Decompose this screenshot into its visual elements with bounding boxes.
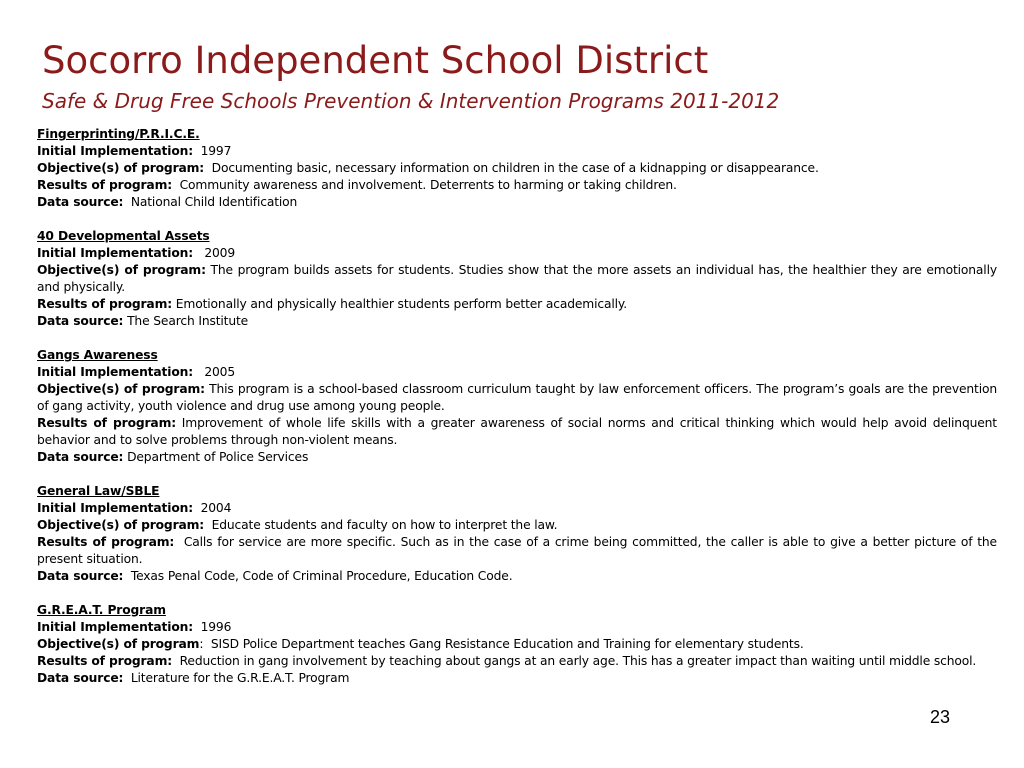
results-label: Results of program: bbox=[37, 297, 173, 311]
initial-implementation-value: 1996 bbox=[200, 620, 232, 634]
objective-value: Documenting basic, necessary information on children in the case of a kidnapping or disappearance. bbox=[211, 161, 819, 175]
program-results bbox=[37, 296, 997, 313]
program-name: G.R.E.A.T. Program bbox=[37, 603, 166, 617]
program-data-source bbox=[37, 313, 997, 330]
objective-label: Objective(s) of program: bbox=[37, 518, 205, 532]
initial-implementation-value: 1997 bbox=[200, 144, 232, 158]
objective-separator: : bbox=[199, 637, 204, 651]
initial-implementation bbox=[37, 500, 997, 517]
data-source-value: Texas Penal Code, Code of Criminal Procedure, Education Code. bbox=[130, 569, 513, 583]
results-label: Results of program: bbox=[37, 654, 173, 668]
data-source-label: Data source: bbox=[37, 314, 124, 328]
initial-implementation bbox=[37, 364, 997, 381]
program-data-source bbox=[37, 568, 997, 585]
program-objective bbox=[37, 517, 997, 534]
data-source-label: Data source: bbox=[37, 450, 124, 464]
initial-implementation-label: Initial Implementation: bbox=[37, 144, 194, 158]
program-objective bbox=[37, 160, 997, 177]
program-results bbox=[37, 534, 997, 568]
objective-value: The program builds assets for students. Studies show that the more assets an individual has, the healthier they are emotionally and physically. bbox=[37, 263, 997, 294]
data-source-value: National Child Identification bbox=[130, 195, 298, 209]
program-name: Fingerprinting/P.R.I.C.E. bbox=[37, 127, 200, 141]
program-objective bbox=[37, 262, 997, 296]
slide-subtitle-text: Safe & Drug Free Schools Prevention & Intervention Programs 2011-2012 bbox=[42, 89, 780, 113]
initial-implementation bbox=[37, 143, 997, 160]
program-name: Gangs Awareness bbox=[37, 348, 158, 362]
initial-implementation bbox=[37, 619, 997, 636]
results-label: Results of program: bbox=[37, 535, 175, 549]
initial-implementation-value: 2004 bbox=[200, 501, 232, 515]
initial-implementation-label: Initial Implementation: bbox=[37, 246, 194, 260]
objective-label: Objective(s) of program bbox=[37, 637, 200, 651]
program-fingerprinting bbox=[37, 126, 997, 211]
page-number: 23 bbox=[930, 707, 951, 727]
results-value: Improvement of whole life skills with a greater awareness of social norms and critical thinking which would help avoid delinquent behavior and to solve problems through non-violent means. bbox=[37, 416, 997, 447]
program-name: 40 Developmental Assets bbox=[37, 229, 210, 243]
objective-label: Objective(s) of program: bbox=[37, 382, 205, 396]
program-data-source bbox=[37, 194, 997, 211]
objective-value: Educate students and faculty on how to interpret the law. bbox=[211, 518, 558, 532]
data-source-label: Data source: bbox=[37, 671, 124, 685]
program-data-source bbox=[37, 670, 997, 687]
program-data-source bbox=[37, 449, 997, 466]
results-value: Reduction in gang involvement by teaching about gangs at an early age. This has a greater impact than waiting until middle school. bbox=[179, 654, 977, 668]
results-value: Emotionally and physically healthier students perform better academically. bbox=[175, 297, 628, 311]
data-source-value: Department of Police Services bbox=[127, 450, 309, 464]
program-objective bbox=[37, 636, 997, 653]
program-objective bbox=[37, 381, 997, 415]
program-great bbox=[37, 602, 997, 687]
initial-implementation-value: 2005 bbox=[204, 365, 236, 379]
results-value: Calls for service are more specific. Such as in the case of a crime being committed, the caller is able to give a better picture of the present situation. bbox=[37, 535, 997, 566]
program-list bbox=[37, 126, 997, 704]
data-source-label: Data source: bbox=[37, 195, 124, 209]
program-developmental-assets bbox=[37, 228, 997, 330]
initial-implementation-label: Initial Implementation: bbox=[37, 365, 194, 379]
data-source-label: Data source: bbox=[37, 569, 124, 583]
initial-implementation bbox=[37, 245, 997, 262]
slide-subtitle bbox=[42, 87, 779, 115]
program-results bbox=[37, 177, 997, 194]
program-general-law bbox=[37, 483, 997, 585]
program-results bbox=[37, 653, 997, 670]
objective-label: Objective(s) of program: bbox=[37, 161, 205, 175]
slide-title: Socorro Independent School District bbox=[42, 39, 709, 82]
objective-label: Objective(s) of program: bbox=[37, 263, 206, 277]
results-value: Community awareness and involvement. Deterrents to harming or taking children. bbox=[179, 178, 677, 192]
program-gangs-awareness bbox=[37, 347, 997, 466]
initial-implementation-label: Initial Implementation: bbox=[37, 501, 194, 515]
initial-implementation-value: 2009 bbox=[204, 246, 236, 260]
objective-value: This program is a school-based classroom curriculum taught by law enforcement officers. The program’s goals are the prevention of gang activity, youth violence and drug use among young people. bbox=[37, 382, 997, 413]
data-source-value: Literature for the G.R.E.A.T. Program bbox=[130, 671, 350, 685]
initial-implementation-label: Initial Implementation: bbox=[37, 620, 194, 634]
data-source-value: The Search Institute bbox=[127, 314, 249, 328]
results-label: Results of program: bbox=[37, 178, 173, 192]
program-name: General Law/SBLE bbox=[37, 484, 160, 498]
program-results bbox=[37, 415, 997, 449]
results-label: Results of program: bbox=[37, 416, 177, 430]
objective-value: SISD Police Department teaches Gang Resistance Education and Training for elementary students. bbox=[210, 637, 804, 651]
